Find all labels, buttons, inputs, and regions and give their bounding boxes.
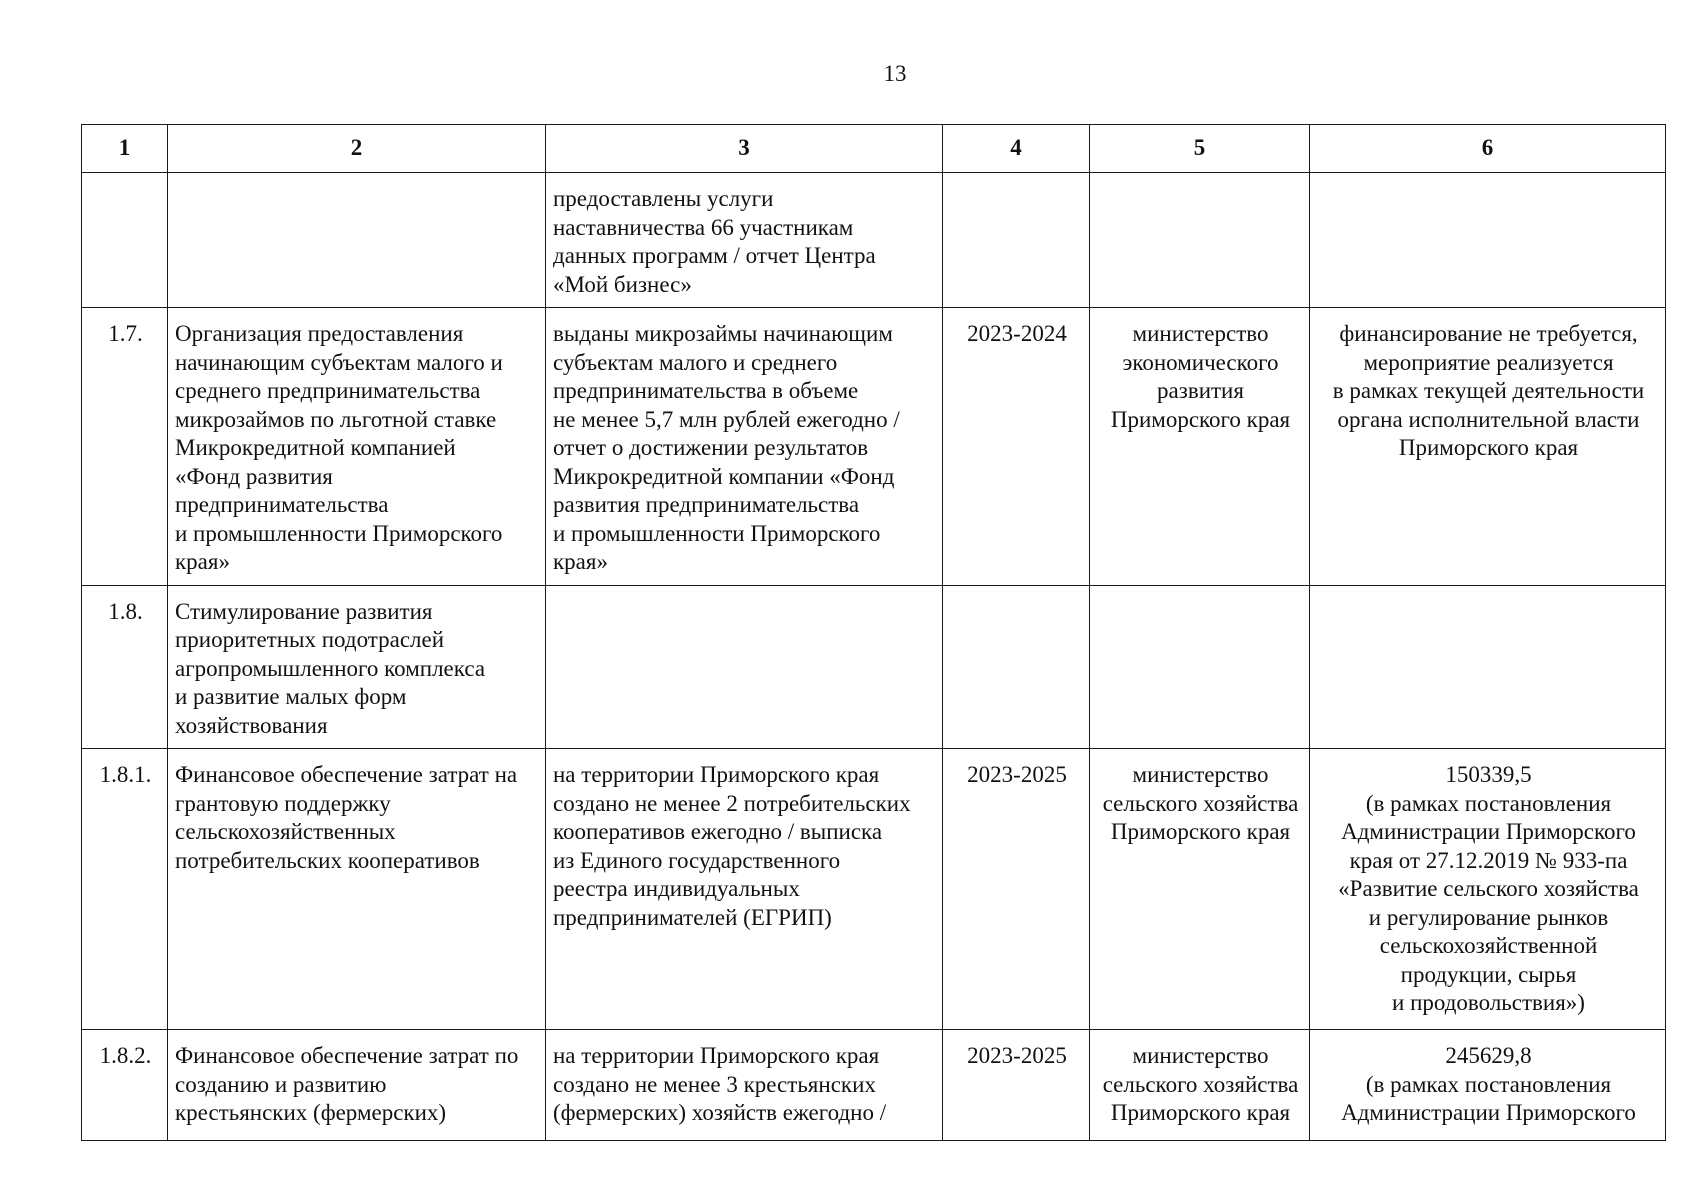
financing-cell (1310, 308, 1666, 586)
measure-cell-line: хозяйствования (175, 712, 328, 738)
table-row (82, 585, 1666, 749)
financing-cell-line: края от 27.12.2019 № 933-па (1349, 847, 1628, 873)
executor-cell-line: Приморского края (1110, 819, 1291, 844)
measure-cell (168, 749, 546, 1030)
measure-cell-line: приоритетных подотраслей (175, 627, 445, 652)
period-cell: 2023-2025 (943, 1030, 1090, 1141)
measure-cell-line: крестьянских (фермерских) (175, 1100, 447, 1125)
financing-cell-line: финансирование не требуется, (1339, 321, 1638, 346)
period-cell (943, 585, 1090, 749)
column-header: 4 (943, 125, 1090, 173)
financing-cell-line: и продовольствия») (1392, 990, 1585, 1015)
financing-cell (1310, 585, 1666, 749)
measure-cell-line: созданию и развитию (175, 1071, 387, 1097)
result-cell (546, 173, 943, 308)
executor-cell (1090, 585, 1310, 749)
result-cell-line: кооперативов ежегодно / выписка (553, 819, 883, 844)
result-cell-line: предоставлены услуги (553, 186, 774, 211)
result-cell-line: предпринимательства в объеме (553, 378, 859, 403)
financing-cell-line: в рамках текущей деятельности (1332, 378, 1645, 403)
result-cell-line: на территории Приморского края (553, 762, 880, 787)
financing-cell-line: 245629,8 (1445, 1043, 1532, 1068)
column-header: 1 (82, 125, 168, 173)
table-row (82, 173, 1666, 308)
result-cell-line: «Мой бизнес» (553, 271, 692, 297)
result-cell-line: реестра индивидуальных (553, 876, 800, 901)
table-row (82, 749, 1666, 1030)
executor-cell-line: министерство (1132, 321, 1269, 346)
result-cell-line: на территории Приморского края (553, 1043, 880, 1068)
page-number: 13 (883, 61, 907, 86)
column-header: 3 (546, 125, 943, 173)
measure-cell-line: потребительских кооперативов (175, 847, 480, 873)
period-cell: 2023-2025 (943, 749, 1090, 1030)
column-header: 6 (1310, 125, 1666, 173)
table-row (82, 1030, 1666, 1141)
executor-cell-line: министерство (1132, 1043, 1269, 1068)
item-number-cell (82, 173, 168, 308)
financing-cell-line: Администрации Приморского (1341, 819, 1636, 844)
measures-table (81, 124, 1666, 1141)
measure-cell-line: Микрокредитной компанией (175, 435, 456, 460)
period-cell: 2023-2024 (943, 308, 1090, 586)
result-cell-line: и промышленности Приморского (553, 520, 881, 546)
result-cell (546, 1030, 943, 1141)
result-cell-line: создано не менее 2 потребительских (553, 790, 911, 816)
result-cell-line: субъектам малого и среднего (553, 349, 838, 375)
executor-cell-line: Приморского края (1110, 1100, 1291, 1125)
period-cell (943, 173, 1090, 308)
table-header-row (82, 125, 1666, 173)
measure-cell-line: предпринимательства (175, 492, 389, 517)
result-cell-line: выданы микрозаймы начинающим (553, 321, 893, 346)
financing-cell-line: (в рамках постановления (1365, 1071, 1612, 1097)
result-cell-line: данных программ / отчет Центра (553, 243, 876, 268)
executor-cell (1090, 1030, 1310, 1141)
measure-cell (168, 308, 546, 586)
result-cell-line: отчет о достижении результатов (553, 435, 869, 460)
measure-cell-line: и развитие малых форм (175, 684, 407, 709)
item-number-cell: 1.7. (82, 308, 168, 586)
measure-cell-line: Финансовое обеспечение затрат на (175, 762, 518, 787)
financing-cell-line: Администрации Приморского (1341, 1100, 1636, 1125)
result-cell (546, 308, 943, 586)
measure-cell (168, 173, 546, 308)
measure-cell (168, 1030, 546, 1141)
measure-cell-line: Стимулирование развития (175, 598, 433, 624)
result-cell-line: наставничества 66 участникам (553, 214, 854, 240)
executor-cell-line: экономического (1122, 349, 1279, 375)
executor-cell (1090, 173, 1310, 308)
measure-cell-line: грантовую поддержку (175, 790, 391, 816)
financing-cell-line: сельскохозяйственной (1379, 933, 1598, 958)
column-header: 2 (168, 125, 546, 173)
result-cell-line: развития предпринимательства (553, 492, 860, 517)
item-number-cell: 1.8. (82, 585, 168, 749)
result-cell-line: из Единого государственного (553, 847, 841, 873)
financing-cell-line: органа исполнительной власти (1337, 406, 1640, 432)
result-cell-line: предпринимателей (ЕГРИП) (553, 904, 832, 930)
executor-cell-line: министерство (1132, 762, 1269, 787)
item-number-cell: 1.8.2. (82, 1030, 168, 1141)
financing-cell-line: 150339,5 (1445, 762, 1532, 787)
result-cell-line: (фермерских) хозяйств ежегодно / (553, 1100, 887, 1125)
measure-cell-line: и промышленности Приморского (175, 520, 503, 546)
result-cell-line: края» (553, 549, 608, 574)
financing-cell (1310, 749, 1666, 1030)
result-cell (546, 749, 943, 1030)
financing-cell-line: «Развитие сельского хозяйства (1338, 876, 1639, 901)
financing-cell-line: мероприятие реализуется (1363, 349, 1614, 375)
executor-cell (1090, 749, 1310, 1030)
executor-cell-line: развития (1157, 378, 1244, 403)
financing-cell (1310, 173, 1666, 308)
financing-cell-line: Приморского края (1398, 435, 1579, 460)
result-cell (546, 585, 943, 749)
table-body (82, 173, 1666, 1141)
measure-cell-line: агропромышленного комплекса (175, 655, 486, 681)
measure-cell-line: Организация предоставления (175, 321, 464, 346)
executor-cell-line: Приморского края (1110, 406, 1291, 432)
result-cell-line: не менее 5,7 млн рублей ежегодно / (553, 406, 900, 432)
result-cell-line: Микрокредитной компании «Фонд (553, 463, 895, 489)
measure-cell-line: края» (175, 549, 230, 574)
financing-cell-line: (в рамках постановления (1365, 790, 1612, 816)
measure-cell-line: начинающим субъектам малого и (175, 349, 503, 375)
measure-cell-line: микрозаймов по льготной ставке (175, 406, 497, 432)
item-number-cell: 1.8.1. (82, 749, 168, 1030)
column-header: 5 (1090, 125, 1310, 173)
executor-cell (1090, 308, 1310, 586)
financing-cell (1310, 1030, 1666, 1141)
executor-cell-line: сельского хозяйства (1102, 1071, 1299, 1097)
measure-cell (168, 585, 546, 749)
financing-cell-line: и регулирование рынков (1368, 904, 1609, 930)
measure-cell-line: Финансовое обеспечение затрат по (175, 1043, 519, 1068)
financing-cell-line: продукции, сырья (1400, 961, 1577, 987)
measure-cell-line: сельскохозяйственных (175, 819, 396, 844)
executor-cell-line: сельского хозяйства (1102, 790, 1299, 816)
measure-cell-line: среднего предпринимательства (175, 378, 481, 403)
result-cell-line: создано не менее 3 крестьянских (553, 1071, 876, 1097)
table-row (82, 308, 1666, 586)
measure-cell-line: «Фонд развития (175, 463, 333, 489)
